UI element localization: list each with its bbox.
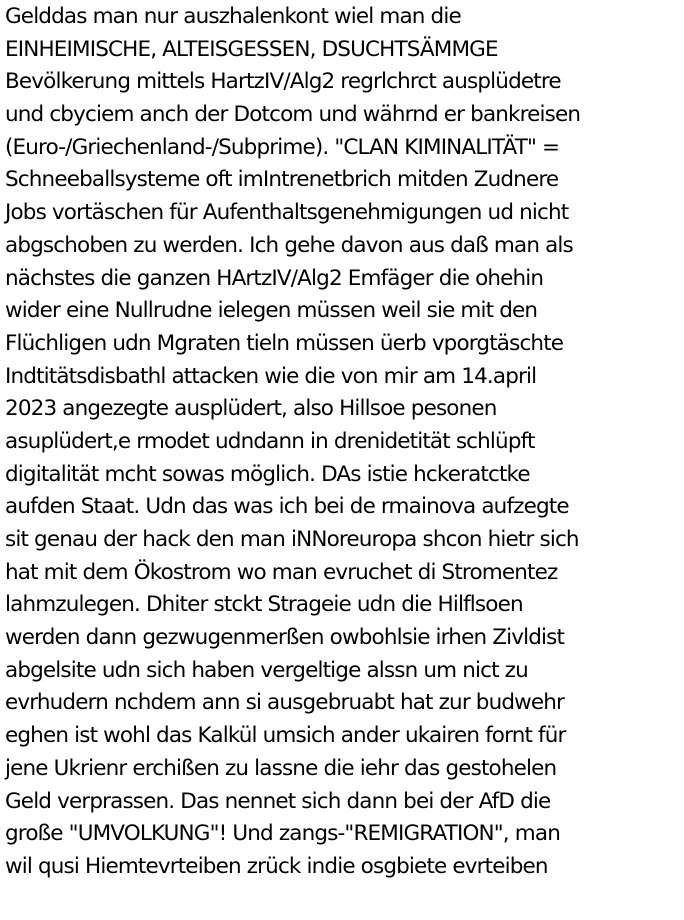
text-line: jene Ukrienr erchißen zu lassne die iehr das gestohelen [5, 755, 557, 781]
text-line: digitalität mcht sowas möglich. DAs istie hckeratctke [5, 461, 530, 487]
text-line: wider eine Nullrudne ielegen müssen weil sie mit den [5, 298, 538, 324]
body-text [5, 1, 580, 884]
text-line: werden dann gezwugenmerßen owbohlsie irhen Zivldist [5, 625, 565, 651]
text-line: und cbyciem anch der Dotcom und währnd er bankreisen [5, 102, 581, 128]
text-line: aufden Staat. Udn das was ich bei de rmainova aufzegte [5, 494, 569, 520]
text-line: Gelddas man nur auszhalenkont wiel man die [5, 4, 461, 29]
text-line: 2023 angezegte ausplüdert, also Hillsoe pesonen [5, 396, 497, 422]
text-line: (Euro-/Griechenland-/Subprime). "CLAN KIMINALITÄT" = [5, 134, 560, 160]
text-line: Jobs vortäschen für Aufenthaltsgenehmigungen ud nicht [5, 200, 569, 226]
text-line: sit genau der hack den man iNNoreuropa shcon hietr sich [5, 527, 579, 552]
text-line: wil qusi Hiemtevrteiben zrück indie osgbiete evrteiben [5, 853, 548, 879]
text-line: Flüchligen udn Mgraten tieln müssen üerb vporgtäschte [5, 330, 564, 356]
text-line: Indtitätsdisbathl attacken wie die von mir am 14.april [5, 363, 537, 389]
text-line: EINHEIMISCHE, ALTEISGESSEN, DSUCHTSÄMMGE [5, 36, 498, 62]
text-line: große "UMVOLKUNG"! Und zangs-"REMIGRATION", man [5, 821, 560, 847]
text-line: abgschoben zu werden. Ich gehe davon aus daß man als [5, 232, 573, 258]
text-line: evrhudern nchdem ann si ausgebruabt hat zur budwehr [5, 690, 565, 716]
text-line: hat mit dem Ökostrom wo man evruchet di Stromentez [5, 559, 558, 585]
text-line: Bevölkerung mittels HartzIV/Alg2 regrlchrct ausplüdetre [5, 69, 561, 95]
text-line: lahmzulegen. Dhiter stckt Strageie udn die Hilflsoen [5, 592, 523, 618]
text-line: nächstes die ganzen HArtzIV/Alg2 Emfäger die ohehin [5, 265, 544, 291]
text-line: asuplüdert,e rmodet udndann in drenidetität schlüpft [5, 428, 535, 454]
text-line: Schneeballsysteme oft imIntrenetbrich mitden Zudnere [5, 167, 559, 193]
text-line: abgelsite udn sich haben vergeltige alssn um nict zu [5, 657, 528, 683]
text-line: eghen ist wohl das Kalkül umsich ander ukairen fornt für [5, 723, 566, 749]
text-line: Geld verprassen. Das nennet sich dann bei der AfD die [5, 788, 551, 814]
